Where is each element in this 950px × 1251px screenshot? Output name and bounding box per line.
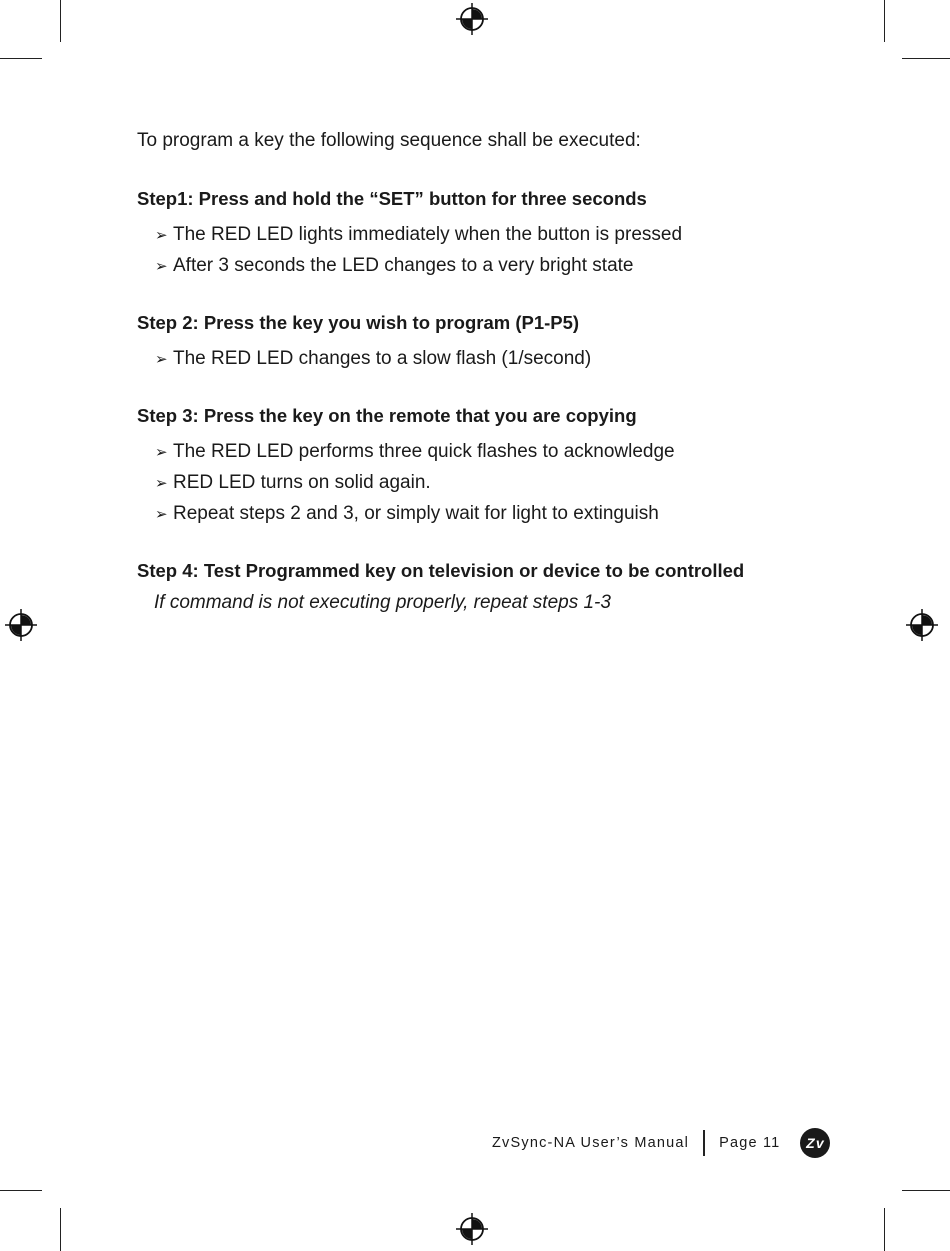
intro-text: To program a key the following sequence shall be executed: (137, 130, 641, 151)
list-item: ➢ The RED LED changes to a slow flash (1/second) (155, 344, 827, 375)
registration-mark-icon (906, 609, 938, 641)
crop-mark (884, 0, 885, 42)
list-item: ➢ After 3 seconds the LED changes to a very bright state (155, 251, 827, 282)
crop-mark (0, 1190, 42, 1191)
registration-mark-icon (5, 609, 37, 641)
arrowhead-bullet-icon: ➢ (155, 227, 168, 244)
list-item: ➢ The RED LED lights immediately when the button is pressed (155, 220, 827, 251)
page-footer (492, 1128, 830, 1158)
crop-mark (60, 0, 61, 42)
arrowhead-bullet-icon: ➢ (155, 444, 168, 461)
manual-title: ZvSync-NA User’s Manual (492, 1135, 690, 1151)
arrowhead-bullet-icon: ➢ (155, 506, 168, 523)
step-heading: Step 4: Test Programmed key on television or device to be controlled (137, 560, 745, 581)
step-heading: Step 3: Press the key on the remote that you are copying (137, 405, 637, 426)
list-item: ➢ RED LED turns on solid again. (155, 468, 827, 499)
step-bullet-list (137, 437, 827, 530)
arrowhead-bullet-icon: ➢ (155, 258, 168, 275)
arrowhead-bullet-icon: ➢ (155, 475, 168, 492)
step-heading: Step1: Press and hold the “SET” button for three seconds (137, 188, 647, 209)
registration-mark-icon (456, 3, 488, 35)
step-bullet-list (137, 344, 827, 375)
brand-logo: Zv (800, 1128, 830, 1158)
arrowhead-bullet-icon: ➢ (155, 351, 168, 368)
page-number: Page 11 (719, 1135, 781, 1151)
crop-mark (902, 1190, 950, 1191)
crop-mark (902, 58, 950, 59)
registration-mark-icon (456, 1213, 488, 1245)
list-item: ➢ The RED LED performs three quick flashes to acknowledge (155, 437, 827, 468)
list-item: ➢ Repeat steps 2 and 3, or simply wait for light to extinguish (155, 499, 827, 530)
crop-mark (60, 1208, 61, 1251)
crop-mark (884, 1208, 885, 1251)
step-note: If command is not executing properly, repeat steps 1-3 (154, 592, 611, 613)
footer-divider (703, 1130, 705, 1156)
step-bullet-list (137, 220, 827, 282)
step-heading: Step 2: Press the key you wish to program (P1-P5) (137, 312, 580, 333)
crop-mark (0, 58, 42, 59)
page-content (137, 130, 827, 614)
